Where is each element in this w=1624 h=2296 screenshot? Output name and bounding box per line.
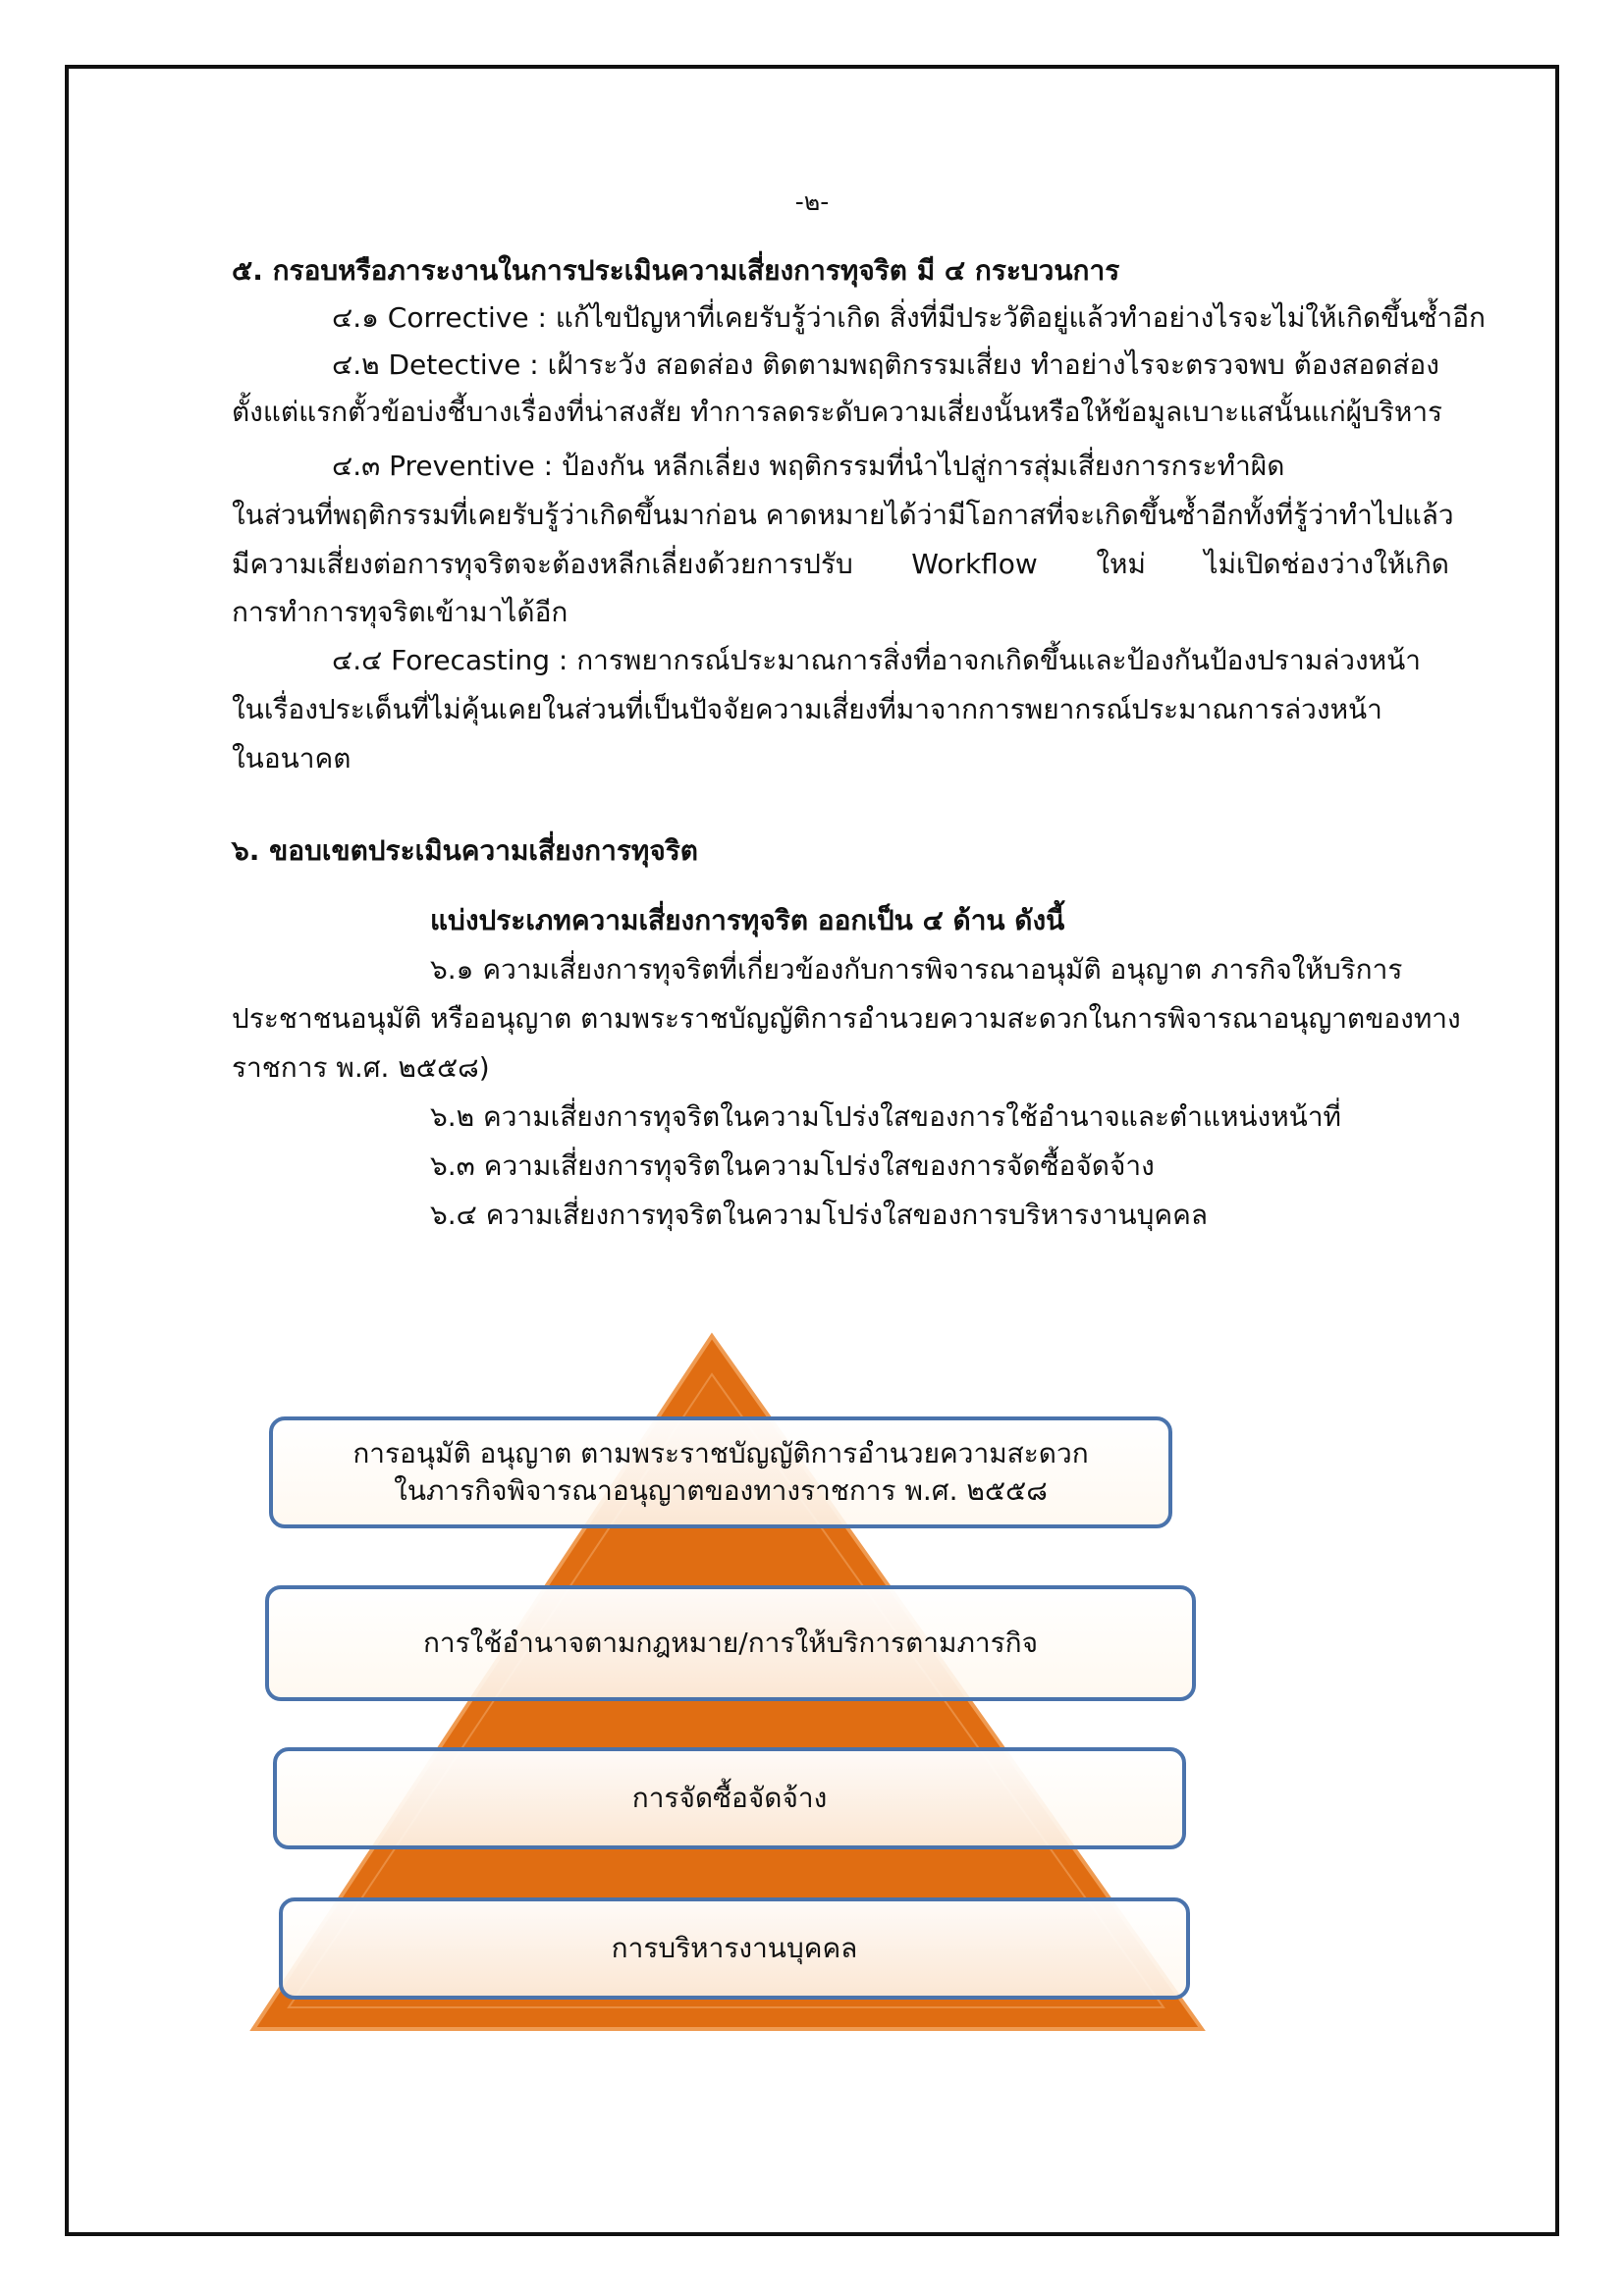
section-6-heading: ๖. ขอบเขตประเมินความเสี่ยงการทุจริต: [232, 834, 698, 867]
pyramid-level-2-label: การใช้อำนาจตามกฎหมาย/การให้บริการตามภารกิจ: [422, 1627, 1039, 1659]
section-5-line-1: ๔.๑ Corrective : แก้ไขปัญหาที่เคยรับรู้ว่าเกิด สิ่งที่มีประวัติอยู่แล้วทำอย่างไรจะไม่ให้เกิดขึ้นซ้ำอีก: [332, 301, 1486, 334]
pyramid-level-3: [273, 1747, 1186, 1849]
section-6-line-4: ๖.๒ ความเสี่ยงการทุจริตในความโปร่งใสของการใช้อำนาจและตำแหน่งหน้าที่: [430, 1100, 1342, 1133]
section-5-line-6: มีความเสี่ยงต่อการทุจริตจะต้องหลีกเลี่ยงด้วยการปรับ Workflow ใหม่ ไม่เปิดช่องว่างให้เกิด: [232, 548, 1449, 580]
page-number: -๒-: [794, 187, 830, 216]
section-5-line-9: ในเรื่องประเด็นที่ไม่คุ้นเคยในส่วนที่เป็นปัจจัยความเสี่ยงที่มาจากการพยากรณ์ประมาณการล่วงหน้า: [232, 693, 1382, 725]
section-6-subheading: แบ่งประเภทความเสี่ยงการทุจริต ออกเป็น ๔ ด้าน ดังนี้: [430, 904, 1065, 936]
section-5-line-2: ๔.๒ Detective : เฝ้าระวัง สอดส่อง ติดตามพฤติกรรมเสี่ยง ทำอย่างไรจะตรวจพบ ต้องสอดส่อง: [332, 348, 1439, 381]
section-6-line-3: ราชการ พ.ศ. ๒๕๕๘): [232, 1051, 490, 1084]
pyramid-level-3-label: การจัดซื้อจัดจ้าง: [631, 1782, 828, 1814]
section-5-line-4: ๔.๓ Preventive : ป้องกัน หลีกเลี่ยง พฤติกรรมที่นำไปสู่การสุ่มเสี่ยงการกระทำผิด: [332, 450, 1285, 482]
pyramid-level-4: [279, 1897, 1190, 2000]
section-5-heading: ๕. กรอบหรือภาระงานในการประเมินความเสี่ยงการทุจริต มี ๔ กระบวนการ: [232, 254, 1120, 287]
pyramid-level-1-text: [352, 1435, 1088, 1510]
pyramid-level-1-line-1: การอนุมัติ อนุญาต ตามพระราชบัญญัติการอำนวยความสะดวก: [352, 1437, 1089, 1469]
section-6-line-1: ๖.๑ ความเสี่ยงการทุจริตที่เกี่ยวข้องกับการพิจารณาอนุมัติ อนุญาต ภารกิจให้บริการ: [430, 953, 1403, 986]
pyramid-level-1-line-2: ในภารกิจพิจารณาอนุญาตของทางราชการ พ.ศ. ๒๕๕๘: [394, 1474, 1048, 1507]
pyramid-level-2: [265, 1585, 1196, 1701]
section-5-line-3: ตั้งแต่แรกตั้วข้อบ่งชี้บางเรื่องที่น่าสงสัย ทำการลดระดับความเสี่ยงนั้นหรือให้ข้อมูลเบาะแสนั้นแก่ผู้บริหาร: [232, 396, 1443, 428]
section-5-line-10: ในอนาคต: [232, 742, 352, 774]
section-6-line-2: ประชาชนอนุมัติ หรืออนุญาต ตามพระราชบัญญัติการอำนวยความสะดวกในการพิจารณาอนุญาตของทาง: [232, 1002, 1461, 1035]
section-6-line-6: ๖.๔ ความเสี่ยงการทุจริตในความโปร่งใสของการบริหารงานบุคคล: [430, 1199, 1208, 1231]
pyramid-level-1: [269, 1416, 1172, 1528]
section-5-line-7: การทำการทุจริตเข้ามาได้อีก: [232, 596, 568, 628]
section-5-line-5: ในส่วนที่พฤติกรรมที่เคยรับรู้ว่าเกิดขึ้นมาก่อน คาดหมายได้ว่ามีโอกาสที่จะเกิดขึ้นซ้ำอีกทั้งที่รู้ว่าทำไปแล้ว: [232, 499, 1454, 531]
section-5-line-8: ๔.๔ Forecasting : การพยากรณ์ประมาณการสิ่งที่อาจกเกิดขึ้นและป้องกันป้องปรามล่วงหน้า: [332, 644, 1422, 676]
section-6-line-5: ๖.๓ ความเสี่ยงการทุจริตในความโปร่งใสของการจัดซื้อจัดจ้าง: [430, 1149, 1155, 1182]
pyramid-level-4-label: การบริหารงานบุคคล: [611, 1932, 858, 1964]
risk-pyramid-diagram: [226, 1320, 1237, 2056]
